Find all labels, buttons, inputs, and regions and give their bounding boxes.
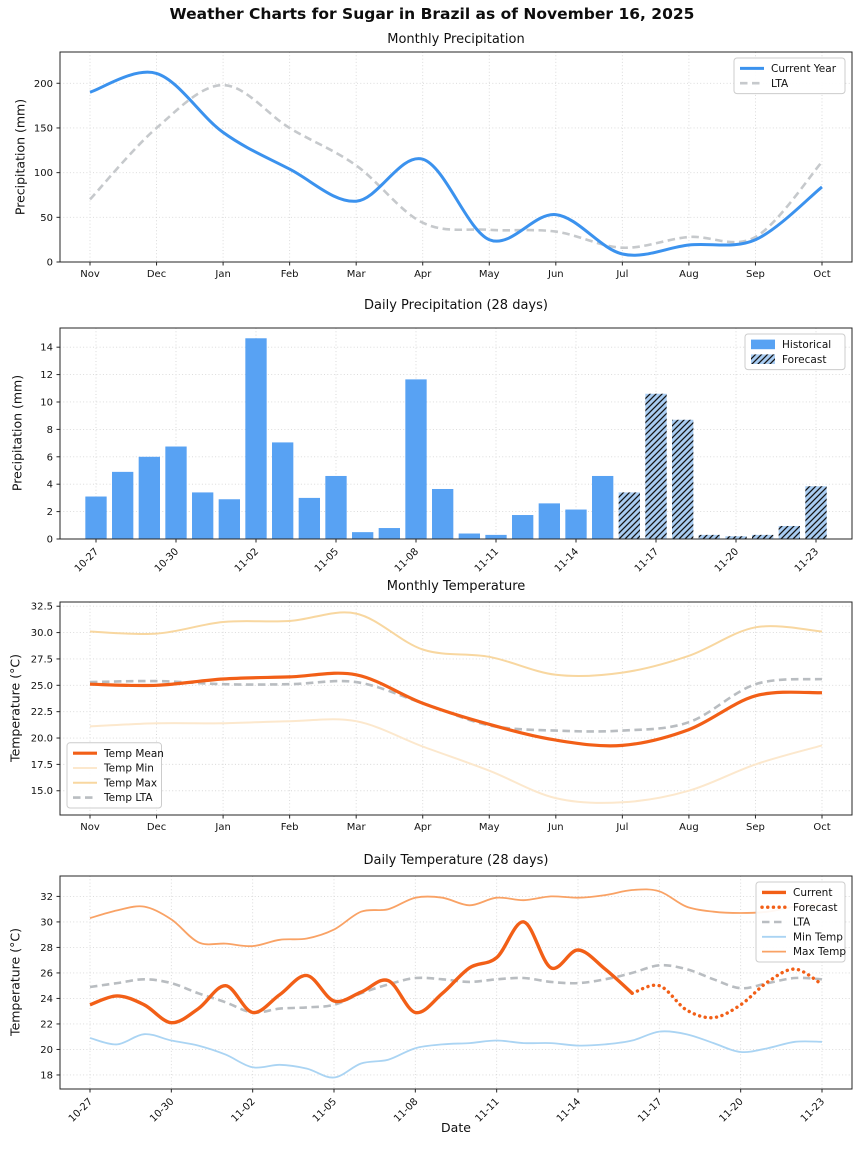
precip-bar-hatch bbox=[645, 394, 666, 539]
precip-bar bbox=[405, 379, 426, 539]
y-tick-label: 200 bbox=[33, 78, 53, 90]
x-tick-label: Jan bbox=[215, 822, 231, 833]
daily-temperature-plot bbox=[40, 876, 852, 1125]
precip-bar bbox=[485, 535, 506, 539]
precip-bar bbox=[352, 532, 373, 539]
y-tick-label: 27.5 bbox=[30, 654, 53, 666]
y-tick-label: 100 bbox=[33, 168, 53, 180]
x-tick-label: May bbox=[478, 269, 500, 280]
x-tick-label: Apr bbox=[414, 822, 432, 833]
x-tick-label: Aug bbox=[679, 269, 699, 280]
precip-bar bbox=[245, 338, 266, 539]
precip-bar-hatch bbox=[779, 526, 800, 539]
x-tick-label: Jun bbox=[548, 269, 564, 280]
precip-bar bbox=[539, 503, 560, 539]
precip-bar-hatch bbox=[752, 535, 773, 539]
y-tick-label: 25.0 bbox=[30, 680, 53, 692]
x-tick-label: Oct bbox=[813, 822, 831, 833]
precip-bar-hatch bbox=[699, 535, 720, 539]
series-line-min-temp bbox=[90, 1031, 822, 1077]
legend-label: Current bbox=[793, 887, 833, 899]
y-tick-label: 10 bbox=[40, 397, 53, 409]
x-tick-label: 11-23 bbox=[798, 1096, 828, 1125]
legend-swatch-hatch bbox=[751, 354, 775, 364]
y-tick-label: 26 bbox=[40, 968, 53, 980]
y-tick-label: 30 bbox=[40, 917, 53, 929]
daily-precipitation-plot bbox=[40, 328, 852, 575]
precip-bar bbox=[272, 442, 293, 539]
x-tick-label: Jul bbox=[616, 269, 629, 280]
x-tick-label: 11-11 bbox=[473, 1096, 502, 1125]
x-tick-label: Nov bbox=[80, 822, 100, 833]
y-tick-label: 0 bbox=[46, 534, 53, 546]
legend-label: LTA bbox=[793, 916, 811, 929]
series-line-current-year bbox=[90, 72, 822, 255]
precip-bar bbox=[139, 457, 160, 539]
y-tick-label: 20.0 bbox=[30, 733, 53, 745]
legend-item bbox=[751, 354, 826, 366]
x-tick-label: 11-17 bbox=[632, 546, 662, 575]
x-tick-label: Jun bbox=[548, 822, 564, 833]
precip-bar bbox=[325, 476, 346, 539]
x-tick-label: Sep bbox=[746, 269, 765, 280]
legend-label: LTA bbox=[771, 77, 789, 90]
y-tick-label: 28 bbox=[40, 942, 53, 954]
x-tick-label: Nov bbox=[80, 269, 100, 280]
y-tick-label: 15.0 bbox=[30, 786, 53, 798]
x-tick-label: 11-20 bbox=[712, 546, 742, 575]
legend-box bbox=[734, 58, 845, 94]
x-tick-label: 11-08 bbox=[392, 1096, 421, 1125]
y-tick-label: 2 bbox=[46, 507, 53, 519]
x-axis-label: Date bbox=[441, 1120, 471, 1135]
y-tick-label: 20 bbox=[40, 1044, 53, 1056]
y-tick-label: 12 bbox=[40, 370, 53, 382]
chart-title: Daily Temperature (28 days) bbox=[363, 853, 549, 868]
axis-spine bbox=[60, 876, 852, 1089]
x-tick-label: 11-17 bbox=[636, 1096, 665, 1125]
x-tick-label: Jan bbox=[215, 269, 231, 280]
legend-label: Temp Mean bbox=[104, 747, 164, 760]
x-tick-label: 11-11 bbox=[472, 546, 502, 575]
y-tick-label: 14 bbox=[40, 342, 53, 354]
y-tick-label: 6 bbox=[46, 452, 53, 464]
legend-label: Forecast bbox=[782, 353, 827, 366]
legend-label: Temp Max bbox=[104, 777, 158, 790]
x-tick-label: Dec bbox=[146, 269, 167, 280]
monthly-precipitation-plot bbox=[34, 52, 852, 280]
y-tick-label: 0 bbox=[46, 257, 53, 269]
y-tick-label: 4 bbox=[46, 479, 53, 491]
y-tick-label: 18 bbox=[40, 1070, 53, 1082]
precip-bar bbox=[592, 476, 613, 539]
x-tick-label: May bbox=[478, 822, 500, 833]
series-line-forecast bbox=[632, 969, 822, 1018]
x-tick-label: 11-20 bbox=[717, 1096, 746, 1125]
precip-bar bbox=[85, 497, 106, 539]
x-tick-label: Apr bbox=[414, 269, 432, 280]
y-tick-label: 8 bbox=[46, 424, 53, 436]
x-tick-label: 10-30 bbox=[148, 1096, 177, 1125]
precip-bar bbox=[432, 489, 453, 539]
series-line-max-temp bbox=[90, 889, 822, 946]
x-tick-label: 10-27 bbox=[66, 1096, 96, 1125]
x-tick-label: Feb bbox=[280, 269, 299, 280]
y-axis-label: Precipitation (mm) bbox=[12, 98, 28, 216]
series-line-temp-max bbox=[90, 612, 822, 676]
precip-bar bbox=[192, 492, 213, 539]
y-tick-label: 50 bbox=[40, 212, 53, 224]
legend-swatch-historical bbox=[751, 340, 775, 350]
legend-label: Current Year bbox=[771, 63, 837, 75]
precip-bar-hatch bbox=[619, 492, 640, 539]
x-tick-label: 11-05 bbox=[310, 1096, 340, 1125]
y-tick-label: 32.5 bbox=[30, 601, 53, 613]
legend-box bbox=[745, 334, 845, 370]
x-tick-label: 11-02 bbox=[229, 1096, 258, 1125]
x-tick-label: Mar bbox=[346, 269, 366, 280]
y-axis-label: Temperature (°C) bbox=[7, 928, 23, 1036]
x-tick-label: 11-08 bbox=[392, 546, 422, 575]
legend-box bbox=[756, 882, 846, 962]
x-tick-label: 11-23 bbox=[792, 546, 822, 575]
x-tick-label: Jul bbox=[616, 822, 629, 833]
y-tick-label: 17.5 bbox=[30, 759, 53, 771]
precip-bar bbox=[219, 499, 240, 539]
legend-label: Min Temp bbox=[793, 931, 843, 944]
y-tick-label: 24 bbox=[40, 993, 53, 1005]
page-title: Weather Charts for Sugar in Brazil as of November 16, 2025 bbox=[169, 5, 695, 23]
precip-bar bbox=[512, 515, 533, 539]
precip-bar bbox=[379, 528, 400, 539]
chart-title: Monthly Temperature bbox=[386, 579, 526, 594]
precip-bar bbox=[299, 498, 320, 539]
x-tick-label: Aug bbox=[679, 822, 699, 833]
x-tick-label: 11-02 bbox=[232, 546, 262, 575]
precip-bar-hatch bbox=[805, 486, 826, 539]
y-tick-label: 22 bbox=[40, 1019, 53, 1031]
x-tick-label: 11-14 bbox=[552, 546, 582, 575]
legend-label: Forecast bbox=[793, 901, 838, 914]
precip-bar bbox=[112, 472, 133, 539]
x-tick-label: 10-30 bbox=[152, 546, 182, 575]
x-tick-label: Sep bbox=[746, 822, 765, 833]
x-tick-label: Dec bbox=[146, 822, 167, 833]
legend-box bbox=[67, 743, 164, 808]
precip-bar bbox=[165, 447, 186, 539]
y-tick-label: 30.0 bbox=[30, 628, 53, 640]
x-tick-label: 11-05 bbox=[312, 546, 342, 575]
legend-label: Max Temp bbox=[793, 946, 847, 959]
legend-label: Temp LTA bbox=[104, 792, 153, 805]
x-tick-label: Oct bbox=[813, 269, 831, 280]
x-tick-label: Mar bbox=[346, 822, 366, 833]
y-tick-label: 150 bbox=[33, 123, 53, 135]
x-tick-label: Feb bbox=[280, 822, 299, 833]
y-axis-label: Temperature (°C) bbox=[7, 654, 23, 762]
precip-bar bbox=[565, 510, 586, 539]
y-axis-label: Precipitation (mm) bbox=[9, 374, 25, 492]
precip-bar bbox=[459, 534, 480, 539]
chart-title: Daily Precipitation (28 days) bbox=[364, 298, 548, 313]
legend-label: Historical bbox=[782, 339, 832, 351]
x-tick-label: 11-14 bbox=[554, 1096, 584, 1125]
x-tick-label: 10-27 bbox=[72, 546, 102, 575]
legend-label: Temp Min bbox=[104, 762, 154, 775]
y-tick-label: 32 bbox=[40, 891, 53, 903]
precip-bar-hatch bbox=[672, 420, 693, 539]
monthly-temperature-plot bbox=[31, 602, 852, 833]
y-tick-label: 22.5 bbox=[30, 707, 53, 719]
chart-title: Monthly Precipitation bbox=[387, 32, 525, 47]
legend-item bbox=[751, 339, 831, 351]
